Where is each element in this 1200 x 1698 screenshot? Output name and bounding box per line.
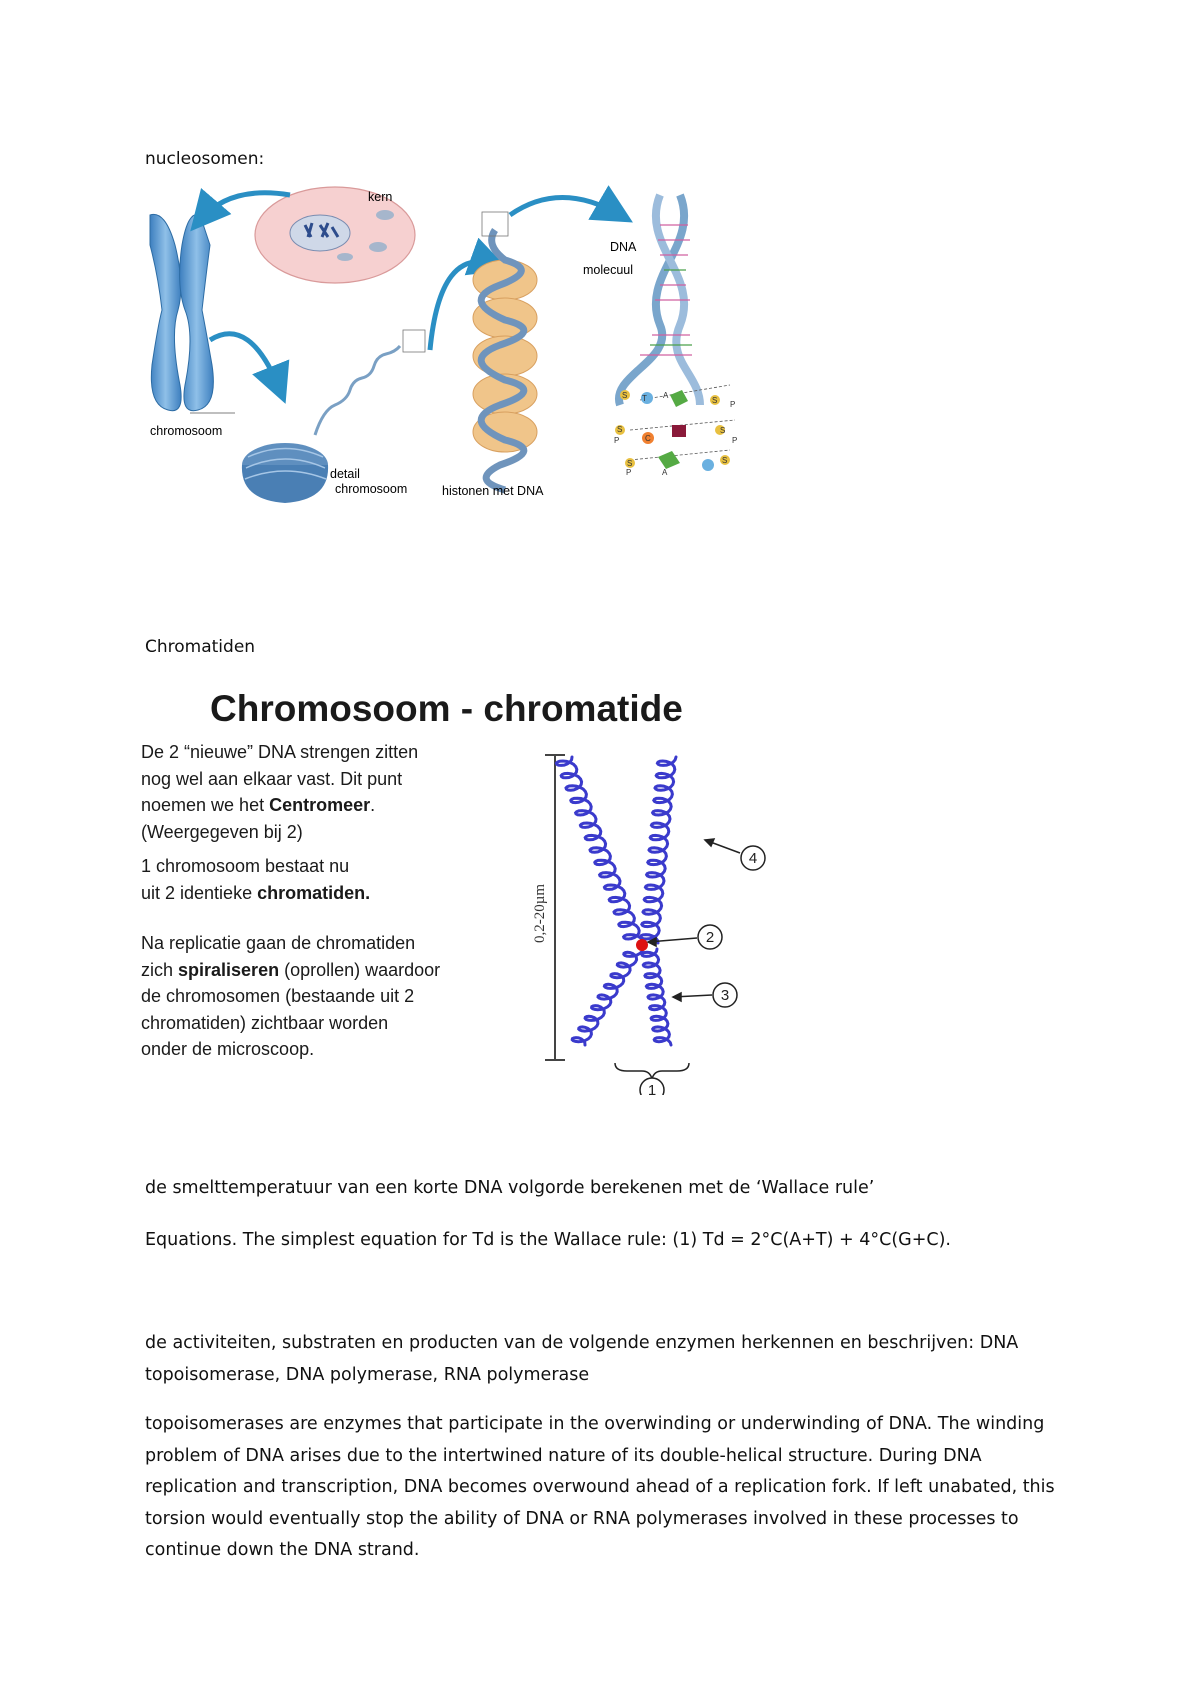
arrow-histones-to-dna [510, 198, 620, 216]
histone-stack [473, 212, 537, 490]
chromatide-text-line: de chromosomen (bestaande uit 2 [141, 986, 415, 1006]
topoisomerase-paragraph: topoisomerases are enzymes that participate in the overwinding or underwinding of DNA. The winding problem of DNA arises due to the intertwined nature of its double-helical structure. During DNA replication and transcription, DNA becomes overwound ahead of a replication fork. If left unabated, this torsion would eventually stop the ability of DNA or RNA polymerases involved in these processes to continue down the DNA strand. [145, 1414, 1055, 1560]
label-detail: detail [330, 467, 360, 481]
dna-helix [615, 195, 738, 471]
nucleosome-figure [140, 185, 800, 515]
base-label: S [712, 396, 718, 405]
centromeer-term: Centromeer [269, 795, 371, 815]
label-histonen: histonen met DNA [442, 484, 544, 498]
chromatid-figure [515, 745, 795, 1095]
chromatid-arm [556, 757, 644, 943]
base-label: S [622, 391, 628, 400]
chromatide-title: Chromosoom - chromatide [210, 688, 683, 729]
label-detail-chromosoom: chromosoom [335, 482, 408, 496]
scale-label: 0,2-20µm [532, 883, 548, 943]
base-label: S [617, 425, 623, 434]
wallace-intro: de smelttemperatuur van een korte DNA volgorde berekenen met de ‘Wallace rule’ [145, 1178, 875, 1198]
chromatide-text-line: noemen we het Centromeer. [141, 795, 376, 815]
chromatide-text [141, 739, 440, 1063]
heading-nucleosomen: nucleosomen: [145, 149, 265, 169]
chromatide-text-line: uit 2 identieke chromatiden. [141, 882, 371, 903]
base-label: S [720, 426, 726, 435]
chromatiden-term: chromatiden. [257, 882, 371, 903]
base-label: P [626, 468, 632, 477]
spiraliseren-term: spiraliseren [178, 959, 280, 980]
chromatid-arm [641, 757, 676, 943]
base-label: C [645, 434, 651, 443]
marker-leaders [615, 839, 740, 1079]
nucleosome-diagram [140, 185, 800, 515]
arrow-chromosome-to-detail [210, 334, 280, 390]
label-molecuul: molecuul [583, 263, 634, 277]
chromatide-text-line: zich spiraliseren (oprollen) waardoor [141, 959, 441, 980]
label-chromosoom: chromosoom [150, 424, 223, 438]
base-label: S [627, 459, 633, 468]
chromatide-text-line: chromatiden) zichtbaar worden [141, 1012, 389, 1033]
chromatide-text-line: nog wel aan elkaar vast. Dit punt [141, 768, 403, 789]
wallace-equation: Equations. The simplest equation for Td is the Wallace rule: (1) Td = 2°C(A+T) + 4°C(G+C). [145, 1230, 951, 1250]
marker-2: 2 [705, 929, 715, 946]
enzymes-intro: de activiteiten, substraten en producten van de volgende enzymen herkennen en beschrijven: DNA topoisomerase, DNA polymerase, RNA polymerase [145, 1333, 1019, 1385]
chromatide-text-line: onder de microscoop. [141, 1039, 315, 1059]
base-label: S [722, 456, 728, 465]
chromatide-text-line: 1 chromosoom bestaat nu [141, 856, 350, 876]
marker-3: 3 [720, 987, 730, 1004]
base-label: A [663, 391, 669, 400]
base-label: A [662, 468, 668, 477]
chromosome-illustration [150, 214, 235, 413]
base-label: P [614, 436, 620, 445]
base-label: P [732, 436, 738, 445]
base-label: P [730, 400, 736, 409]
base-label: T [642, 394, 647, 403]
marker-4: 4 [748, 850, 758, 867]
chromatid-arm [572, 949, 643, 1045]
chromatid-strands [556, 757, 676, 1045]
marker-1: 1 [647, 1082, 657, 1095]
heading-chromatiden: Chromatiden [145, 637, 256, 657]
label-dna: DNA [610, 240, 637, 254]
centromere-dot [636, 939, 648, 951]
chromatid-diagram [515, 745, 795, 1095]
label-kern: kern [368, 190, 393, 204]
chromatide-text-line: (Weergegeven bij 2) [141, 821, 303, 842]
chromatid-arm [642, 949, 671, 1045]
chromatide-text-line: De 2 “nieuwe” DNA strengen zitten [141, 742, 419, 762]
chromatide-text-line: Na replicatie gaan de chromatiden [141, 933, 416, 953]
